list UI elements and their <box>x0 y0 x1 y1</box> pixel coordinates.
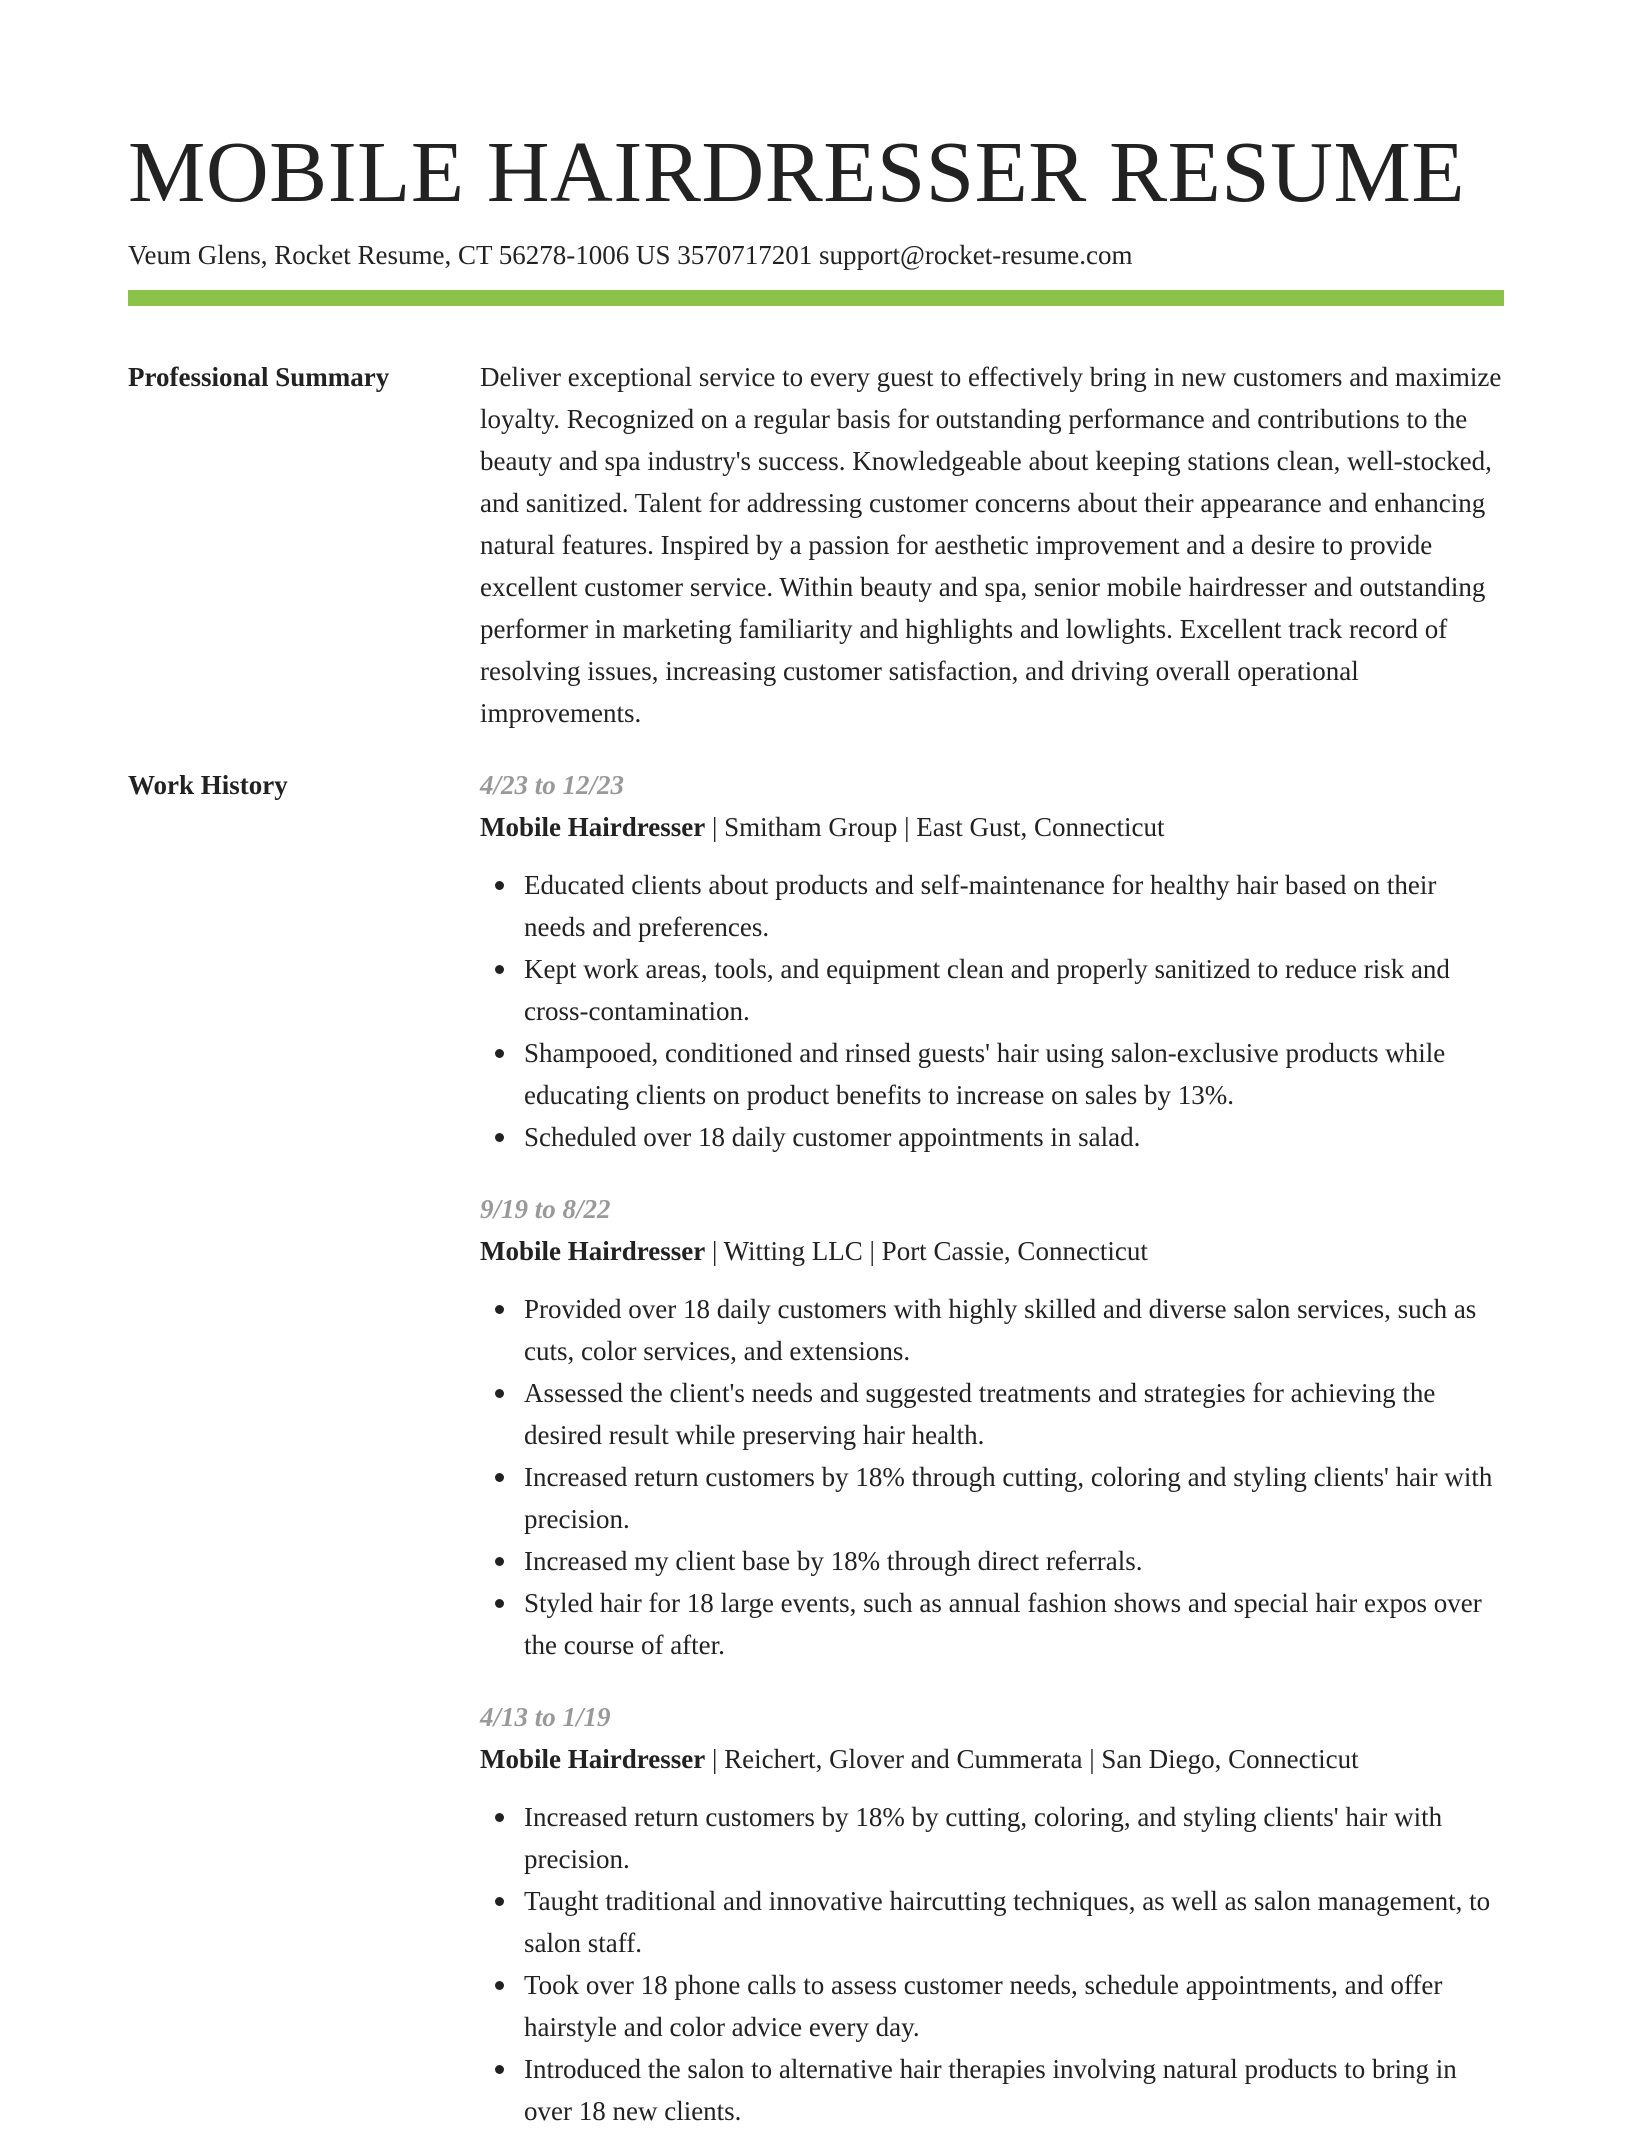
accent-divider <box>128 290 1504 306</box>
bullet-text: Taught traditional and innovative haircutting techniques, as well as salon management, to salon staff. <box>524 1886 1491 1958</box>
job-entry <box>480 1188 1504 1666</box>
job-entry <box>480 1696 1504 2132</box>
summary-text: Deliver exceptional service to every guest to effectively bring in new customers and maximize loyalty. Recognized on a regular basis for outstanding performance and contributions to the beauty and spa industry's success. Knowledgeable about keeping stations clean, well-stocked, and sanitized. Talent for addressing customer concerns about their appearance and enhancing natural features. Inspired by a passion for aesthetic improvement and a desire to provide excellent customer service. Within beauty and spa, senior mobile hairdresser and outstanding performer in marketing familiarity and highlights and lowlights. Excellent track record of resolving issues, increasing customer satisfaction, and driving overall operational improvements. <box>480 362 1502 728</box>
job-title: Mobile Hairdresser <box>480 812 706 842</box>
bullet-text: Kept work areas, tools, and equipment clean and properly sanitized to reduce risk and cross-contamination. <box>524 954 1450 1026</box>
job-bullet <box>524 1880 1504 1964</box>
bullet-text: Increased my client base by 18% through direct referrals. <box>524 1546 1143 1576</box>
bullet-text: Increased return customers by 18% by cutting, coloring, and styling clients' hair with precision. <box>524 1802 1443 1874</box>
job-bullet <box>524 1288 1504 1372</box>
bullet-text: Assessed the client's needs and suggested treatments and strategies for achieving the desired result while preserving hair health. <box>524 1378 1436 1450</box>
bullet-text: Increased return customers by 18% through cutting, coloring and styling clients' hair with precision. <box>524 1462 1493 1534</box>
job-title: Mobile Hairdresser <box>480 1744 706 1774</box>
job-bullet <box>524 1372 1504 1456</box>
bullet-icon <box>495 965 504 974</box>
job-dates: 9/19 to 8/22 <box>480 1194 611 1224</box>
job-details: | Smitham Group | East Gust, Connecticut <box>705 812 1165 842</box>
job-bullet <box>524 864 1504 948</box>
bullet-icon <box>495 1599 504 1608</box>
work-history-section <box>128 764 1504 2132</box>
summary-body <box>480 356 1504 734</box>
bullet-icon <box>495 1813 504 1822</box>
job-dates: 4/23 to 12/23 <box>480 770 625 800</box>
bullet-icon <box>495 1897 504 1906</box>
section-label-work-history: Work History <box>128 770 288 800</box>
job-bullets <box>480 1288 1504 1666</box>
bullet-text: Introduced the salon to alternative hair therapies involving natural products to bring in over 18 new clients. <box>524 2054 1457 2126</box>
job-bullet <box>524 948 1504 1032</box>
bullet-icon <box>495 2065 504 2074</box>
job-title: Mobile Hairdresser <box>480 1236 706 1266</box>
job-title-line <box>480 1738 1504 1780</box>
bullet-text: Styled hair for 18 large events, such as annual fashion shows and special hair expos over the course of after. <box>524 1588 1482 1660</box>
bullet-icon <box>495 1557 504 1566</box>
contact-line: Veum Glens, Rocket Resume, CT 56278-1006 US 3570717201 support@rocket-resume.com <box>128 240 1133 270</box>
work-history-body <box>480 764 1504 2132</box>
job-title-line <box>480 806 1504 848</box>
resume-title: MOBILE HAIRDRESSER RESUME <box>128 123 1465 220</box>
job-bullet <box>524 1032 1504 1116</box>
bullet-icon <box>495 1133 504 1142</box>
bullet-text: Educated clients about products and self-maintenance for healthy hair based on their needs and preferences. <box>524 870 1437 942</box>
bullet-icon <box>495 1981 504 1990</box>
job-details: | Reichert, Glover and Cummerata | San Diego, Connecticut <box>705 1744 1359 1774</box>
job-bullet <box>524 2048 1504 2132</box>
job-bullet <box>524 1582 1504 1666</box>
job-bullet <box>524 1540 1504 1582</box>
job-entry <box>480 764 1504 1158</box>
bullet-text: Scheduled over 18 daily customer appointments in salad. <box>524 1122 1141 1152</box>
job-bullet <box>524 1116 1504 1158</box>
summary-section <box>128 356 1504 734</box>
job-bullet <box>524 1796 1504 1880</box>
job-bullets <box>480 864 1504 1158</box>
bullet-icon <box>495 1473 504 1482</box>
bullet-text: Took over 18 phone calls to assess customer needs, schedule appointments, and offer hairstyle and color advice every day. <box>524 1970 1443 2042</box>
job-bullet <box>524 1964 1504 2048</box>
bullet-icon <box>495 1305 504 1314</box>
bullet-text: Provided over 18 daily customers with highly skilled and diverse salon services, such as cuts, color services, and extensions. <box>524 1294 1477 1366</box>
job-details: | Witting LLC | Port Cassie, Connecticut <box>705 1236 1148 1266</box>
bullet-icon <box>495 881 504 890</box>
job-dates: 4/13 to 1/19 <box>480 1702 611 1732</box>
bullet-icon <box>495 1049 504 1058</box>
bullet-text: Shampooed, conditioned and rinsed guests' hair using salon-exclusive products while educating clients on product benefits to increase on sales by 13%. <box>524 1038 1446 1110</box>
section-label-summary: Professional Summary <box>128 362 390 392</box>
job-title-line <box>480 1230 1504 1272</box>
job-bullet <box>524 1456 1504 1540</box>
bullet-icon <box>495 1389 504 1398</box>
resume-page <box>128 0 1504 2132</box>
job-bullets <box>480 1796 1504 2132</box>
